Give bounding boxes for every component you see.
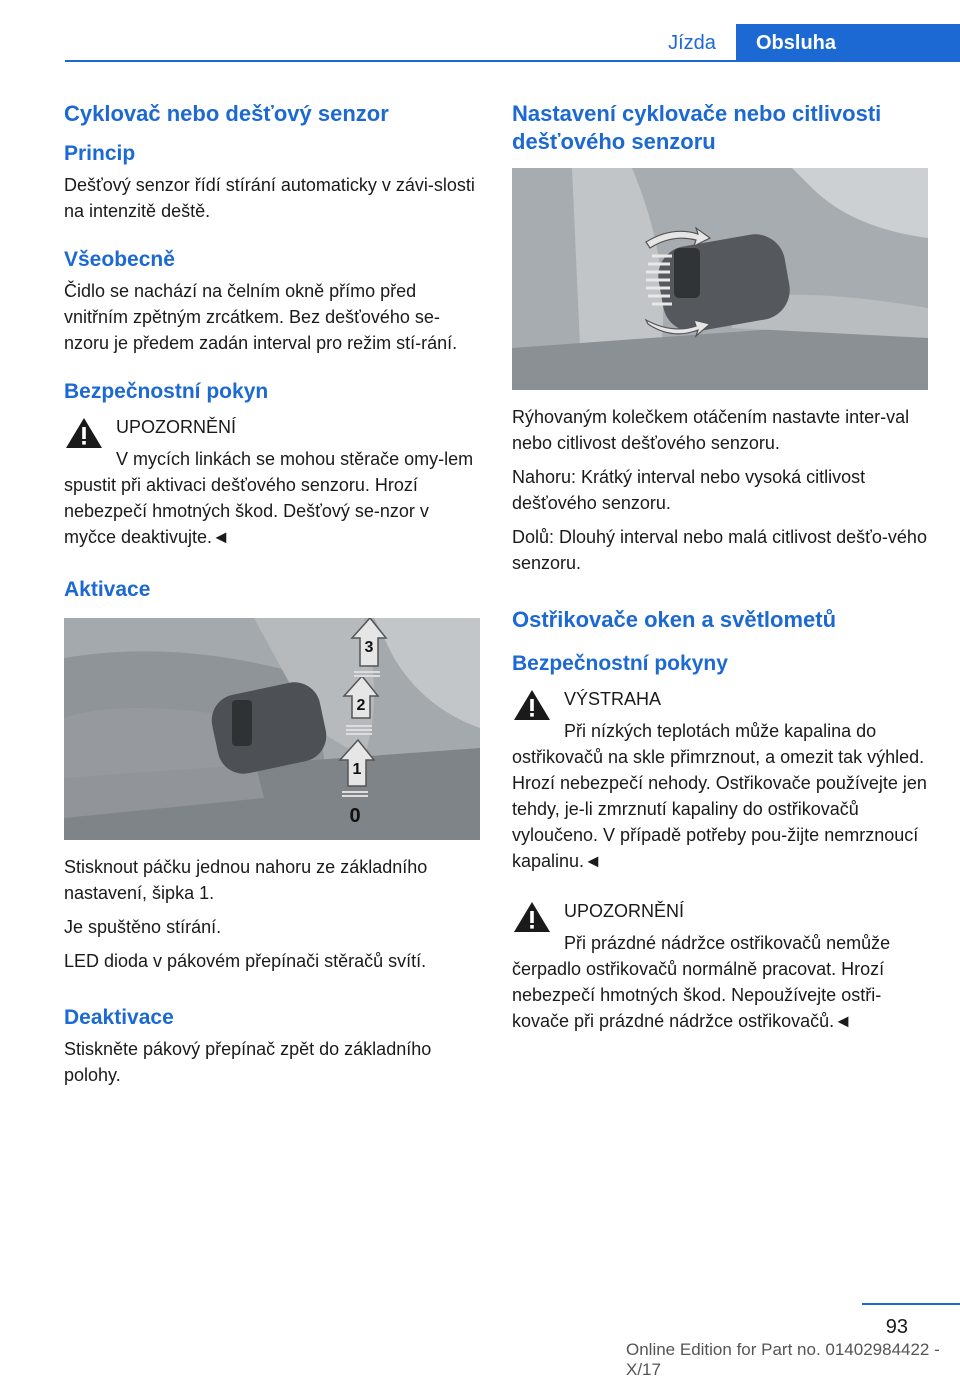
warning-title: UPOZORNĚNÍ (116, 417, 237, 437)
right-column (512, 100, 928, 1034)
page-number: 93 (885, 1316, 908, 1338)
warning-triangle-icon (64, 416, 104, 450)
aktivace-text-2: Je spuštěno stírání. (64, 917, 222, 937)
heading-aktivace: Aktivace (64, 578, 151, 601)
heading-safety-note: Bezpečnostní pokyn (64, 380, 269, 403)
figure-activation-drawing (64, 618, 480, 840)
header-rule (65, 60, 960, 62)
figure-activation (64, 618, 480, 840)
figure-interval-wheel-drawing (512, 168, 928, 390)
nastaveni-text-3: Dolů: Dlouhý interval nebo malá citlivost dešťo-vého senzoru. (512, 527, 927, 573)
caution-text: Při nízkých teplotách může kapalina do ostřikovačů na skle přimrznout, a omezit tak výhled. Hrozí nebezpečí nehody. Ostřikovače používejte jen tehdy, je-li zmrznutí kapaliny do ostřikovačů vyloučeno. V případě potřeby pou-žijte nemrznoucí kapalinu.◄ (512, 721, 927, 871)
section-title-washers: Ostřikovače oken a světlometů (512, 607, 837, 632)
notice-text: Při prázdné nádržce ostřikovačů nemůže čerpadlo ostřikovačů normálně pracovat. Hrozí nebezpečí hmotných škod. Nepoužívejte ostři-kovače při prázdné nádržce ostřikovačů.◄ (512, 933, 891, 1031)
deaktivace-text: Stiskněte pákový přepínač zpět do základního polohy. (64, 1039, 432, 1085)
section-title-rain-sensor: Cyklovač nebo dešťový senzor (64, 101, 389, 126)
header-tab-jizda[interactable]: Jízda (668, 32, 716, 54)
figure-label-3: 3 (364, 639, 374, 656)
warning-triangle-icon (512, 900, 552, 934)
left-column (64, 100, 480, 1096)
caution-title: VÝSTRAHA (564, 689, 662, 709)
notice-title: UPOZORNĚNÍ (564, 901, 685, 921)
heading-safety-notes: Bezpečnostní pokyny (512, 652, 728, 675)
heading-vseobecne: Všeobecně (64, 248, 175, 271)
aktivace-text-1: Stisknout páčku jednou nahoru ze základního nastavení, šipka 1. (64, 857, 428, 903)
warning-triangle-icon (512, 688, 552, 722)
section-title-settings: Nastavení cyklovače nebo citlivosti dešťového senzoru (512, 101, 882, 154)
warning-text: V mycích linkách se mohou stěrače omy-lem spustit při aktivaci dešťového senzoru. Hrozí nebezpečí hmotných škod. Dešťový se-nzor v myčce deaktivujte.◄ (64, 449, 474, 547)
vseobecne-text: Čidlo se nachází na čelním okně přímo před vnitřním zpětným zrcátkem. Bez dešťového se-nzoru je předem zadán interval pro režim stí-rání. (64, 281, 458, 353)
figure-label-0: 0 (349, 805, 361, 827)
warning-notice (64, 414, 480, 550)
heading-princip: Princip (64, 142, 136, 165)
figure-label-1: 1 (352, 761, 362, 778)
princip-text: Dešťový senzor řídí stírání automaticky v závi-slosti na intenzitě deště. (64, 175, 475, 221)
footer-rule (862, 1303, 960, 1305)
caution-notice (512, 686, 928, 874)
figure-interval-wheel (512, 168, 928, 390)
notice-empty-reservoir (512, 898, 928, 1034)
heading-deaktivace: Deaktivace (64, 1006, 174, 1029)
nastaveni-text-1: Rýhovaným kolečkem otáčením nastavte inter-val nebo citlivost dešťového senzoru. (512, 407, 910, 453)
nastaveni-text-2: Nahoru: Krátký interval nebo vysoká citlivost dešťového senzoru. (512, 467, 866, 513)
figure-label-2: 2 (356, 697, 366, 714)
header-tab-obsluha[interactable]: Obsluha (736, 24, 960, 62)
edition-note: Online Edition for Part no. 01402984422 - X/17 (626, 1340, 940, 1379)
aktivace-text-3: LED dioda v pákovém přepínači stěračů svítí. (64, 951, 427, 971)
